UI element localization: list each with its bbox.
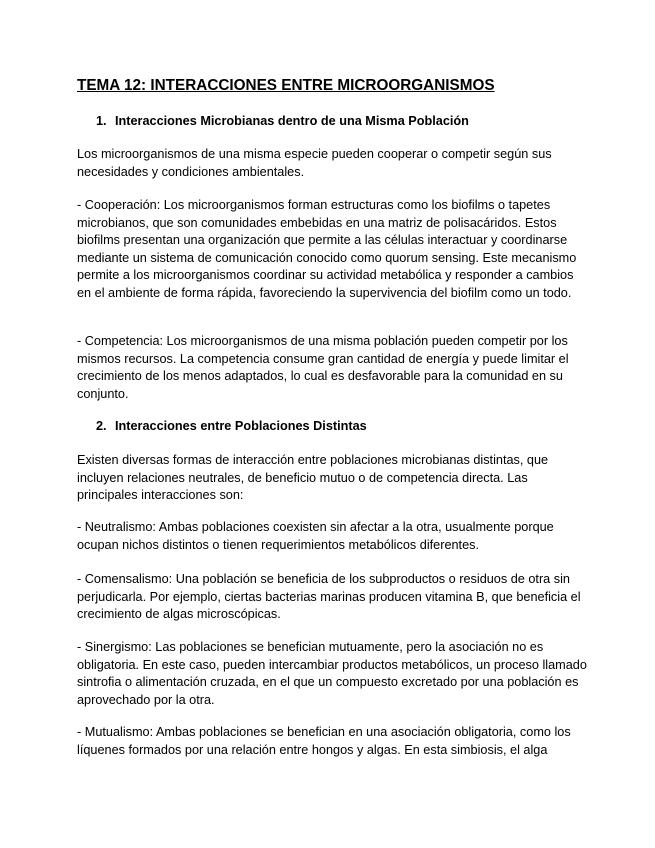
paragraph-competition: - Competencia: Los microorganismos de una misma población pueden competir por los mismos recursos. La competencia consume gran cantidad de energía y puede limitar el crecimiento de los menos adaptados, lo cual es desfavorable para la comunidad en su conjunto. [77, 334, 569, 401]
paragraph-intro-populations: Existen diversas formas de interacción entre poblaciones microbianas distintas, que incluyen relaciones neutrales, de beneficio mutuo o de competencia directa. Las principales interacciones son: [77, 453, 549, 503]
section-2-number: 2. [96, 419, 107, 433]
section-2-heading-text: Interacciones entre Poblaciones Distintas [115, 419, 367, 433]
section-1-number: 1. [96, 114, 107, 128]
paragraph-commensalism: - Comensalismo: Una población se beneficia de los subproductos o residuos de otra sin perjudicarla. Por ejemplo, ciertas bacterias marinas producen vitamina B, que beneficia el crecimiento de algas microscópicas. [77, 572, 581, 622]
paragraph-intro-population: Los microorganismos de una misma especie pueden cooperar o competir según sus necesidades y condiciones ambientales. [77, 147, 552, 179]
paragraph-cooperation: - Cooperación: Los microorganismos forman estructuras como los biofilms o tapetes microbianos, que son comunidades embebidas en una matriz de polisacáridos. Estos biofilms presentan una organización que permite a las células interactuar y coordinarse mediante un sistema de comunicación conocido como quorum sensing. Este mecanismo permite a los microorganismos coordinar su actividad metabólica y responder a cambios en el ambiente de forma rápida, favoreciendo la supervivencia del biofilm como un todo. [77, 198, 577, 300]
section-1-heading [96, 114, 469, 128]
paragraph-synergism: - Sinergismo: Las poblaciones se benefician mutuamente, pero la asociación no es obligatoria. En este caso, pueden intercambiar productos metabólicos, un proceso llamado sintrofia o alimentación cruzada, en el que un compuesto excretado por una población es aprovechado por la otra. [77, 640, 587, 707]
section-2-heading [96, 419, 367, 433]
section-1-heading-text: Interacciones Microbianas dentro de una Misma Población [115, 114, 469, 128]
paragraph-neutralism: - Neutralismo: Ambas poblaciones coexisten sin afectar a la otra, usualmente porque ocupan nichos distintos o tienen requerimientos metabólicos diferentes. [77, 520, 554, 552]
document-title: TEMA 12: INTERACCIONES ENTRE MICROORGANISMOS [77, 77, 495, 94]
paragraph-mutualism: - Mutualismo: Ambas poblaciones se benefician en una asociación obligatoria, como los líquenes formados por una relación entre hongos y algas. En esta simbiosis, el alga [77, 725, 571, 757]
